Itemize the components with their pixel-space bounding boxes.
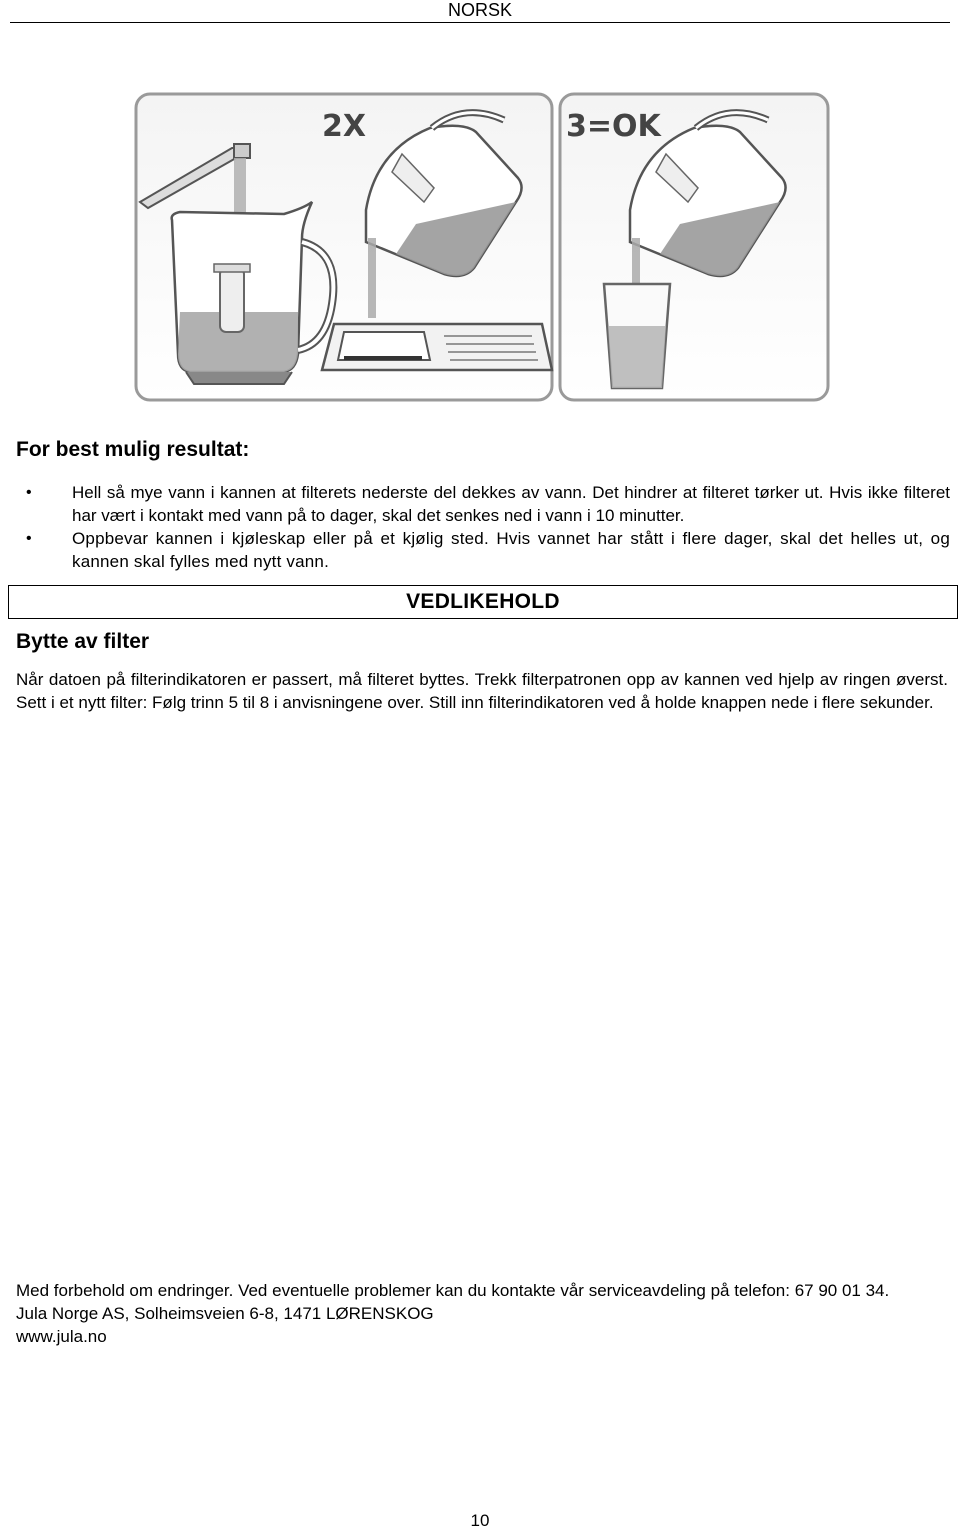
filter-change-text: Når datoen på filterindikatoren er passert, må filteret byttes. Trekk filterpatronen opp av kannen ved hjelp av ringen øverst. Sett i et nytt filter: Følg trinn 5 til 8 i anvisningene over. Still inn filterindikatoren ved å holde knappen nede i flere sekunder.: [16, 670, 948, 712]
footer: [16, 1279, 948, 1348]
list-item: [16, 527, 950, 573]
page-number: 10: [470, 1511, 490, 1530]
company-address: Jula Norge AS, Solheimsveien 6-8, 1471 LØRENSKOG: [16, 1304, 434, 1323]
bullet-icon: •: [26, 530, 32, 547]
list-item-text: Hell så mye vann i kannen at filterets nederste del dekkes av vann. Det hindrer at filteret tørker ut. Hvis ikke filteret har vært i kontakt med vann på to dager, skal det senkes ned i vann i 10 minutter.: [72, 483, 950, 525]
page-header: [0, 0, 960, 26]
website-link[interactable]: www.jula.no: [16, 1327, 107, 1346]
language-label: NORSK: [447, 0, 512, 20]
section-title: VEDLIKEHOLD: [406, 590, 560, 613]
list-item-text: Oppbevar kannen i kjøleskap eller på et kjølig sted. Hvis vannet har stått i flere dager, skal det helles ut, og kannen skal fylles med nytt vann.: [72, 529, 950, 571]
filter-rinsing-illustration: [134, 92, 830, 402]
sink-icon: [322, 324, 552, 370]
bullet-icon: •: [26, 484, 32, 501]
list-item: [16, 481, 950, 527]
filter-change-heading: Bytte av filter: [16, 630, 150, 653]
section-title-box: [8, 585, 958, 619]
service-notice: Med forbehold om endringer. Ved eventuelle problemer kan du kontakte vår serviceavdeling på telefon: 67 90 01 34.: [16, 1281, 890, 1300]
step-label-3ok: 3=OK: [566, 109, 661, 144]
header-rule: [10, 22, 950, 23]
best-results-heading: For best mulig resultat:: [16, 438, 250, 461]
best-results-list: [16, 481, 950, 573]
glass-icon: [604, 284, 670, 388]
step-label-2x: 2X: [322, 109, 367, 144]
